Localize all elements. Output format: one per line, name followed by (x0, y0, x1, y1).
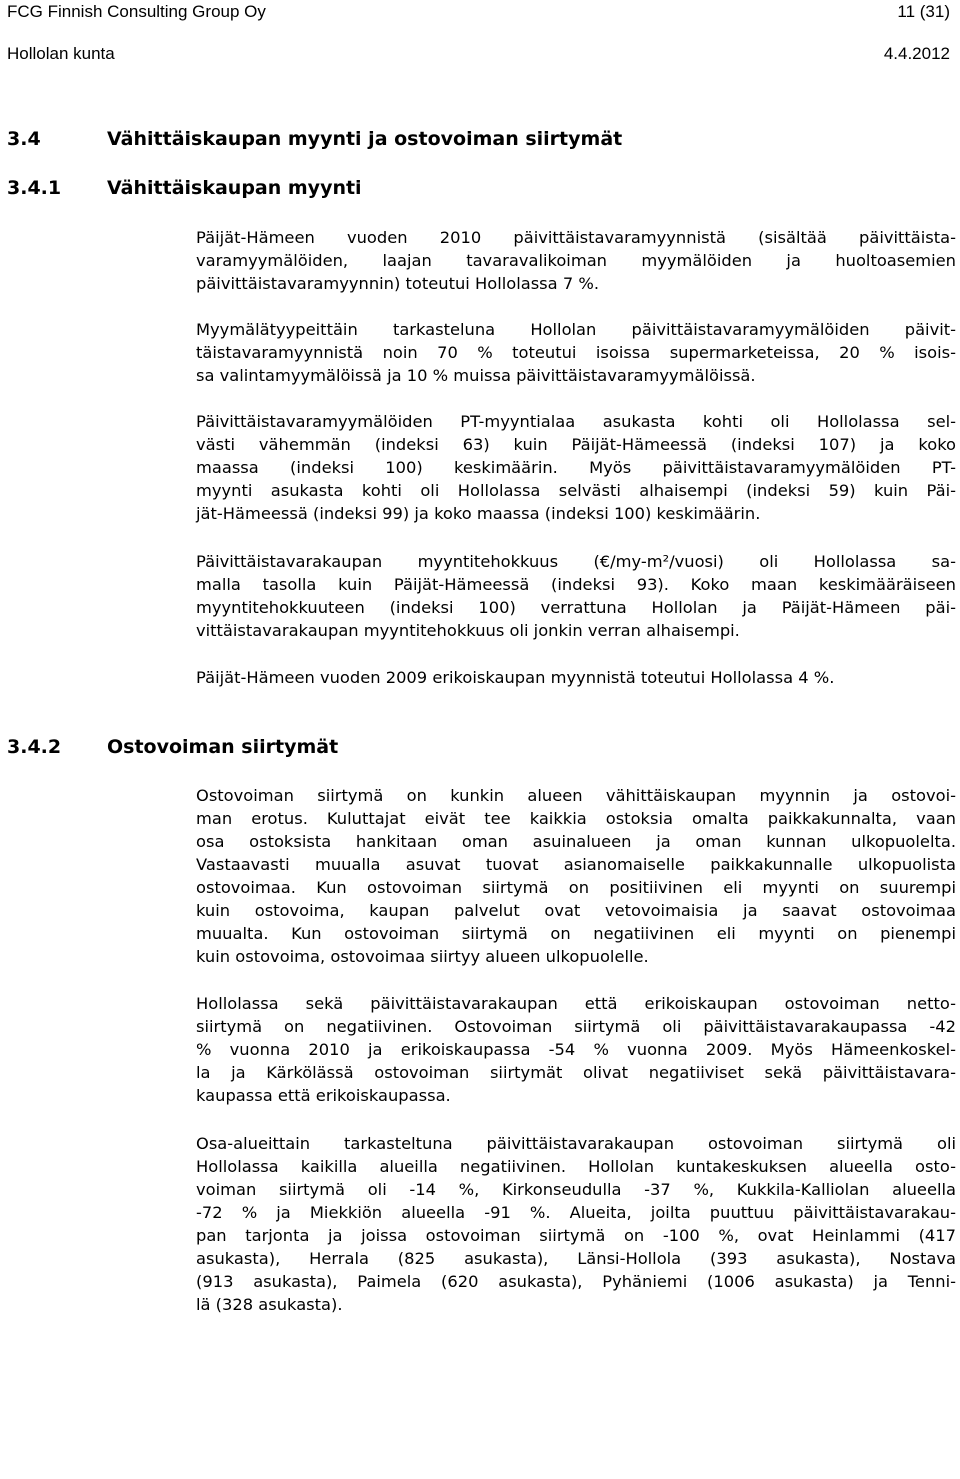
paragraph-line: asukasta), Herrala (825 asukasta), Länsi-Hollola (393 asukasta), Nostava (196, 1249, 956, 1268)
paragraph-line: Ostovoiman siirtymä on kunkin alueen vähittäiskaupan myynnin ja ostovoi- (196, 786, 956, 805)
paragraph-line: (913 asukasta), Paimela (620 asukasta), Pyhäniemi (1006 asukasta) ja Tenni- (196, 1272, 956, 1291)
header-company: FCG Finnish Consulting Group Oy (7, 2, 266, 21)
paragraph-line: muualta. Kun ostovoiman siirtymä on negatiivinen eli myynti on pienempi (196, 924, 956, 943)
section-number: 3.4 (7, 128, 41, 150)
subsection-number-2: 3.4.2 (7, 736, 62, 758)
paragraph-line: täistavaramyynnistä noin 70 % toteutui isoissa supermarketeissa, 20 % isois- (196, 343, 956, 362)
paragraph-line: västi vähemmän (indeksi 63) kuin Päijät-Hämeessä (indeksi 107) ja koko (196, 435, 956, 454)
paragraph-line: myyntitehokkuuteen (indeksi 100) verrattuna Hollolan ja Päijät-Hämeen päi- (196, 598, 956, 617)
subsection-heading-2 (7, 736, 338, 758)
paragraph-line: kuin ostovoima, kaupan palvelut ovat vetovoimaisia ja saavat ostovoimaa (196, 901, 956, 920)
paragraph (196, 992, 956, 1107)
paragraph-line: voiman siirtymä oli -14 %, Kirkonseudulla -37 %, Kukkila-Kalliolan alueella (196, 1180, 956, 1199)
paragraph-line: % vuonna 2010 ja erikoiskaupassa -54 % vuonna 2009. Myös Hämeenkoskel- (196, 1040, 956, 1059)
subsection-title-1: Vähittäiskaupan myynti (107, 177, 362, 199)
paragraph (196, 410, 956, 525)
paragraph-line: Osa-alueittain tarkasteltuna päivittäistavarakaupan ostovoiman siirtymä oli (196, 1134, 956, 1153)
paragraph (196, 226, 956, 295)
paragraph-line: man erotus. Kuluttajat eivät tee kaikkia ostoksia omalta paikkakunnalta, vaan (196, 809, 956, 828)
paragraph-line: vittäistavarakaupan myyntitehokkuus oli jonkin verran alhaisempi. (196, 621, 740, 640)
paragraph (196, 784, 956, 968)
paragraph-line: Päijät-Hämeen vuoden 2010 päivittäistavaramyynnistä (sisältää päivittäista- (196, 228, 956, 247)
subsection-title-2: Ostovoiman siirtymät (107, 736, 339, 758)
subsection-number-1: 3.4.1 (7, 177, 62, 199)
paragraph-line: Päivittäistavarakaupan myyntitehokkuus (€/my-m²/vuosi) oli Hollolassa sa- (196, 552, 956, 571)
section-heading (7, 128, 622, 150)
paragraph-line: Vastaavasti muualla asuvat tuovat asianomaiselle paikkakunnalle ulkopuolista (196, 855, 956, 874)
section-title: Vähittäiskaupan myynti ja ostovoiman siirtymät (107, 128, 623, 150)
paragraph-line: myynti asukasta kohti oli Hollolassa selvästi alhaisempi (indeksi 59) kuin Päi- (196, 481, 956, 500)
subsection-heading-1 (7, 177, 362, 199)
paragraph-line: kaupassa että erikoiskaupassa. (196, 1086, 451, 1105)
paragraph (196, 1132, 956, 1316)
paragraph-line: ostovoimaa. Kun ostovoiman siirtymä on positiivinen eli myynti on suurempi (196, 878, 956, 897)
header-date: 4.4.2012 (883, 44, 950, 63)
paragraph (196, 550, 956, 642)
paragraph-line: la ja Kärkölässä ostovoiman siirtymät olivat negatiiviset sekä päivittäistavara- (196, 1063, 956, 1082)
header-page-number: 11 (31) (897, 2, 950, 21)
paragraph-line: Päijät-Hämeen vuoden 2009 erikoiskaupan myynnistä toteutui Hollolassa 4 %. (196, 668, 835, 687)
paragraph (196, 318, 956, 387)
paragraph-line: varamyymälöiden, laajan tavaravalikoiman myymälöiden ja huoltoasemien (196, 251, 956, 270)
paragraph-line: Hollolassa kaikilla alueilla negatiivinen. Hollolan kuntakeskuksen alueella osto- (196, 1157, 956, 1176)
header-municipality: Hollolan kunta (7, 44, 115, 63)
paragraph (196, 666, 956, 689)
paragraph-line: päivittäistavaramyynnin) toteutui Hollolassa 7 %. (196, 274, 600, 293)
paragraph-line: sa valintamyymälöissä ja 10 % muissa päivittäistavaramyymälöissä. (196, 366, 756, 385)
paragraph-line: -72 % ja Miekkiön alueella -91 %. Alueita, joilta puuttuu päivittäistavarakau- (196, 1203, 956, 1222)
paragraph-line: osa ostoksista hankitaan oman asuinalueen ja oman kunnan ulkopuolelta. (196, 832, 956, 851)
paragraph-line: Päivittäistavaramyymälöiden PT-myyntialaa asukasta kohti oli Hollolassa sel- (196, 412, 956, 431)
paragraph-line: Hollolassa sekä päivittäistavarakaupan että erikoiskaupan ostovoiman netto- (196, 994, 956, 1013)
paragraph-line: kuin ostovoima, ostovoimaa siirtyy alueen ulkopuolelle. (196, 947, 649, 966)
paragraph-line: Myymälätyypeittäin tarkasteluna Hollolan päivittäistavaramyymälöiden päivit- (196, 320, 956, 339)
paragraph-line: maassa (indeksi 100) keskimäärin. Myös päivittäistavaramyymälöiden PT- (196, 458, 956, 477)
paragraph-line: malla tasolla kuin Päijät-Hämeessä (indeksi 93). Koko maan keskimääräiseen (196, 575, 956, 594)
paragraph-line: siirtymä on negatiivinen. Ostovoiman siirtymä oli päivittäistavarakaupassa -42 (196, 1017, 956, 1036)
paragraph-line: lä (328 asukasta). (196, 1295, 343, 1314)
paragraph-line: jät-Hämeessä (indeksi 99) ja koko maassa (indeksi 100) keskimäärin. (196, 504, 761, 523)
paragraph-line: pan tarjonta ja joissa ostovoiman siirtymä on -100 %, ovat Heinlammi (417 (196, 1226, 956, 1245)
